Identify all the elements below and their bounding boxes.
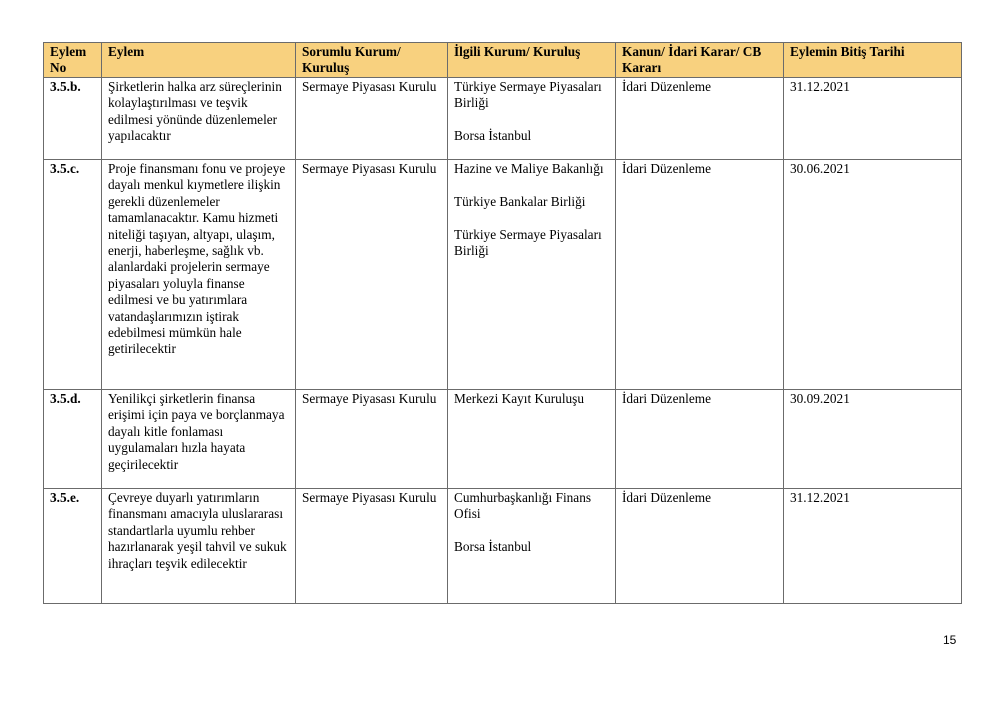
law-type: İdari Düzenleme bbox=[616, 78, 784, 160]
table-row bbox=[44, 160, 962, 390]
related-institution: Türkiye Sermaye Piyasaları Birliği bbox=[454, 226, 602, 258]
related-institutions bbox=[448, 78, 616, 160]
law-type: İdari Düzenleme bbox=[616, 489, 784, 604]
action-no: 3.5.c. bbox=[44, 160, 102, 390]
related-institution: Hazine ve Maliye Bakanlığı bbox=[454, 161, 604, 176]
action-text: Çevreye duyarlı yatırımların finansmanı amacıyla uluslararası standartlarla uyumlu rehber hazırlanarak yeşil tahvil ve sukuk ihraçları teşvik edilecektir bbox=[102, 489, 296, 604]
action-text: Proje finansmanı fonu ve projeye dayalı menkul kıymetlere ilişkin gerekli düzenlemeler tamamlanacaktır. Kamu hizmeti niteliği taşıyan, altyapı, ulaşım, enerji, haberleşme, sağlık vb. alanlardaki projelerin sermaye piyasaları yoluyla finanse edilmesi ve bu yatırımlara vatandaşlarımızın iştirak edebilmesi mümkün hale getirilecektir bbox=[102, 160, 296, 390]
header-end-date: Eylemin Bitiş Tarihi bbox=[784, 43, 962, 78]
table-row bbox=[44, 78, 962, 160]
related-institution: Türkiye Sermaye Piyasaları Birliği bbox=[454, 79, 602, 111]
law-type: İdari Düzenleme bbox=[616, 160, 784, 390]
responsible-institution: Sermaye Piyasası Kurulu bbox=[296, 489, 448, 604]
action-text: Şirketlerin halka arz süreçlerinin kolaylaştırılması ve teşvik edilmesi yönünde düzenlemeler yapılacaktır bbox=[102, 78, 296, 160]
end-date: 30.06.2021 bbox=[784, 160, 962, 390]
action-no: 3.5.d. bbox=[44, 390, 102, 489]
table-header-row bbox=[44, 43, 962, 78]
action-no: 3.5.b. bbox=[44, 78, 102, 160]
responsible-institution: Sermaye Piyasası Kurulu bbox=[296, 160, 448, 390]
end-date: 30.09.2021 bbox=[784, 390, 962, 489]
related-institution: Borsa İstanbul bbox=[454, 128, 532, 144]
header-law: Kanun/ İdari Karar/ CB Kararı bbox=[616, 43, 784, 78]
related-institutions bbox=[448, 160, 616, 390]
table-row bbox=[44, 489, 962, 604]
action-text: Yenilikçi şirketlerin finansa erişimi için paya ve borçlanmaya dayalı kitle fonlaması uygulamaları hızla hayata geçirilecektir bbox=[102, 390, 296, 489]
related-institution: Cumhurbaşkanlığı Finans Ofisi bbox=[454, 490, 592, 522]
end-date: 31.12.2021 bbox=[784, 489, 962, 604]
responsible-institution: Sermaye Piyasası Kurulu bbox=[296, 78, 448, 160]
header-responsible: Sorumlu Kurum/ Kuruluş bbox=[296, 43, 448, 78]
header-related: İlgili Kurum/ Kuruluş bbox=[448, 43, 616, 78]
law-type: İdari Düzenleme bbox=[616, 390, 784, 489]
action-no: 3.5.e. bbox=[44, 489, 102, 604]
related-institution: Borsa İstanbul bbox=[454, 539, 532, 555]
action-plan-table bbox=[43, 42, 962, 604]
end-date: 31.12.2021 bbox=[784, 78, 962, 160]
header-action: Eylem bbox=[102, 43, 296, 78]
page-number: 15 bbox=[943, 633, 957, 647]
table-row bbox=[44, 390, 962, 489]
related-institution: Türkiye Bankalar Birliği bbox=[454, 193, 586, 209]
related-institutions bbox=[448, 390, 616, 489]
responsible-institution: Sermaye Piyasası Kurulu bbox=[296, 390, 448, 489]
related-institutions bbox=[448, 489, 616, 604]
related-institution: Merkezi Kayıt Kuruluşu bbox=[454, 391, 584, 406]
header-action-no: Eylem No bbox=[44, 43, 102, 78]
